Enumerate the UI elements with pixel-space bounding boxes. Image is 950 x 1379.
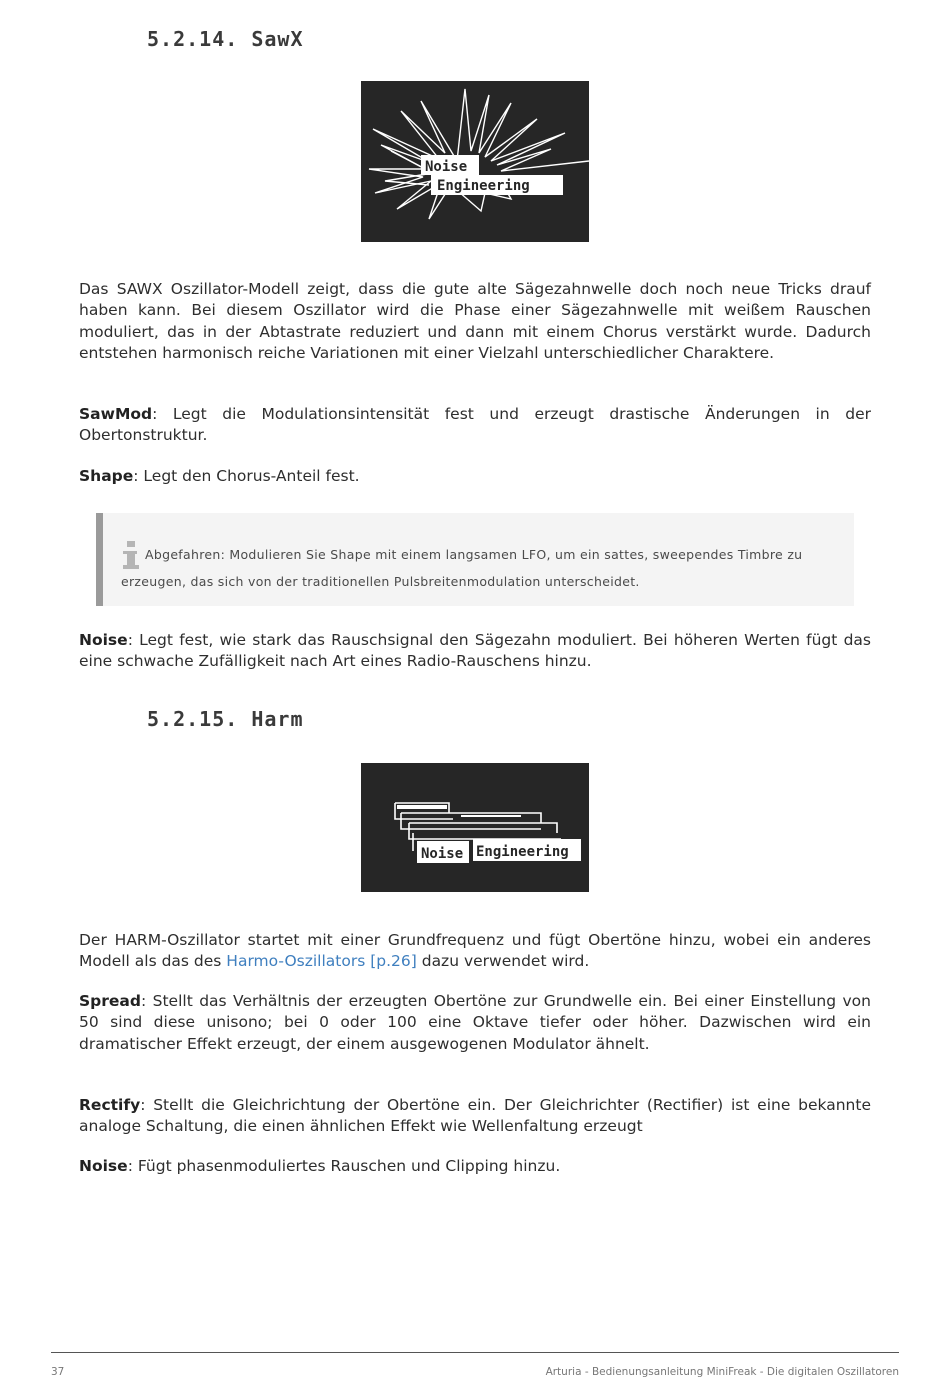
page-number: 37: [51, 1366, 65, 1378]
tip-text: Abgefahren: Modulieren Sie Shape mit einem langsamen LFO, um ein sattes, sweependes Timbre zu erzeugen, das sich von der traditionellen Pulsbreitenmodulation unterscheidet.: [121, 547, 803, 589]
param-name: SawMod: [79, 405, 153, 423]
param-text: : Legt die Modulationsintensität fest und erzeugt drastische Änderungen in der Obertonstruktur.: [79, 405, 871, 445]
tip-box: [96, 513, 854, 606]
param-name: Spread: [79, 992, 141, 1010]
param-noise-sawx: [79, 630, 871, 673]
param-spread: [79, 991, 871, 1055]
param-noise-harm: [79, 1156, 871, 1177]
param-text: : Fügt phasenmoduliertes Rauschen und Clipping hinzu.: [127, 1157, 561, 1175]
param-name: Noise: [79, 631, 128, 649]
section-heading-sawx: 5.2.14. SawX: [147, 27, 304, 51]
harmo-oszillators-link[interactable]: Harmo-Oszillators [p.26]: [226, 952, 417, 971]
section-heading-harm: 5.2.15. Harm: [147, 707, 304, 731]
sawx-description: Das SAWX Oszillator-Modell zeigt, dass die gute alte Sägezahnwelle doch noch neue Tricks drauf haben kann. Bei diesem Oszillator wird die Phase einer Sägezahnwelle mit weißem Rauschen moduliert, das in der Abtastrate reduziert und dann mit einem Chorus verstärkt wurde. Dadurch entstehen harmonisch reiche Variationen mit einer Vielzahl unterschiedlicher Charaktere.: [79, 280, 871, 362]
info-icon: [121, 539, 141, 571]
harm-screen-word-noise: Noise: [421, 846, 464, 862]
sawx-screen-word-noise: Noise: [425, 159, 468, 175]
param-name: Shape: [79, 467, 134, 485]
param-text: : Legt fest, wie stark das Rauschsignal den Sägezahn moduliert. Bei höheren Werten fügt das eine schwache Zufälligkeit nach Art eines Radio-Rauschens hinzu.: [79, 631, 871, 671]
param-text: : Legt den Chorus-Anteil fest.: [133, 467, 360, 485]
harm-description: Der HARM-Oszillator startet mit einer Grundfrequenz und fügt Obertöne hinzu, wobei ein anderes Modell als das des Harmo-Oszillators [p.26] dazu verwendet wird.: [79, 931, 871, 971]
harm-screen-word-engineering: Engineering: [476, 844, 569, 860]
param-text: : Stellt die Gleichrichtung der Obertöne ein. Der Gleichrichter (Rectifier) ist eine bekannte analoge Schaltung, die einen ähnlichen Effekt wie Wellenfaltung erzeugt: [79, 1096, 871, 1136]
sawx-display-screenshot: [361, 81, 589, 242]
footer-divider: [51, 1352, 899, 1353]
param-rectify: [79, 1095, 871, 1138]
param-shape: [79, 466, 871, 487]
harm-display-screenshot: [361, 763, 589, 892]
param-text: : Stellt das Verhältnis der erzeugten Obertöne zur Grundwelle ein. Bei einer Einstellung von 50 sind diese unisono; bei 0 oder 100 eine Oktave tiefer oder höher. Dazwischen wird ein dramatischer Effekt erzeugt, der einem ausgewogenen Modulator ähnelt.: [79, 992, 871, 1053]
footer-title: Arturia - Bedienungsanleitung MiniFreak - Die digitalen Oszillatoren: [545, 1366, 899, 1378]
param-name: Rectify: [79, 1096, 141, 1114]
sawx-screen-word-engineering: Engineering: [437, 178, 530, 194]
param-name: Noise: [79, 1157, 128, 1175]
param-sawmod: [79, 404, 871, 447]
